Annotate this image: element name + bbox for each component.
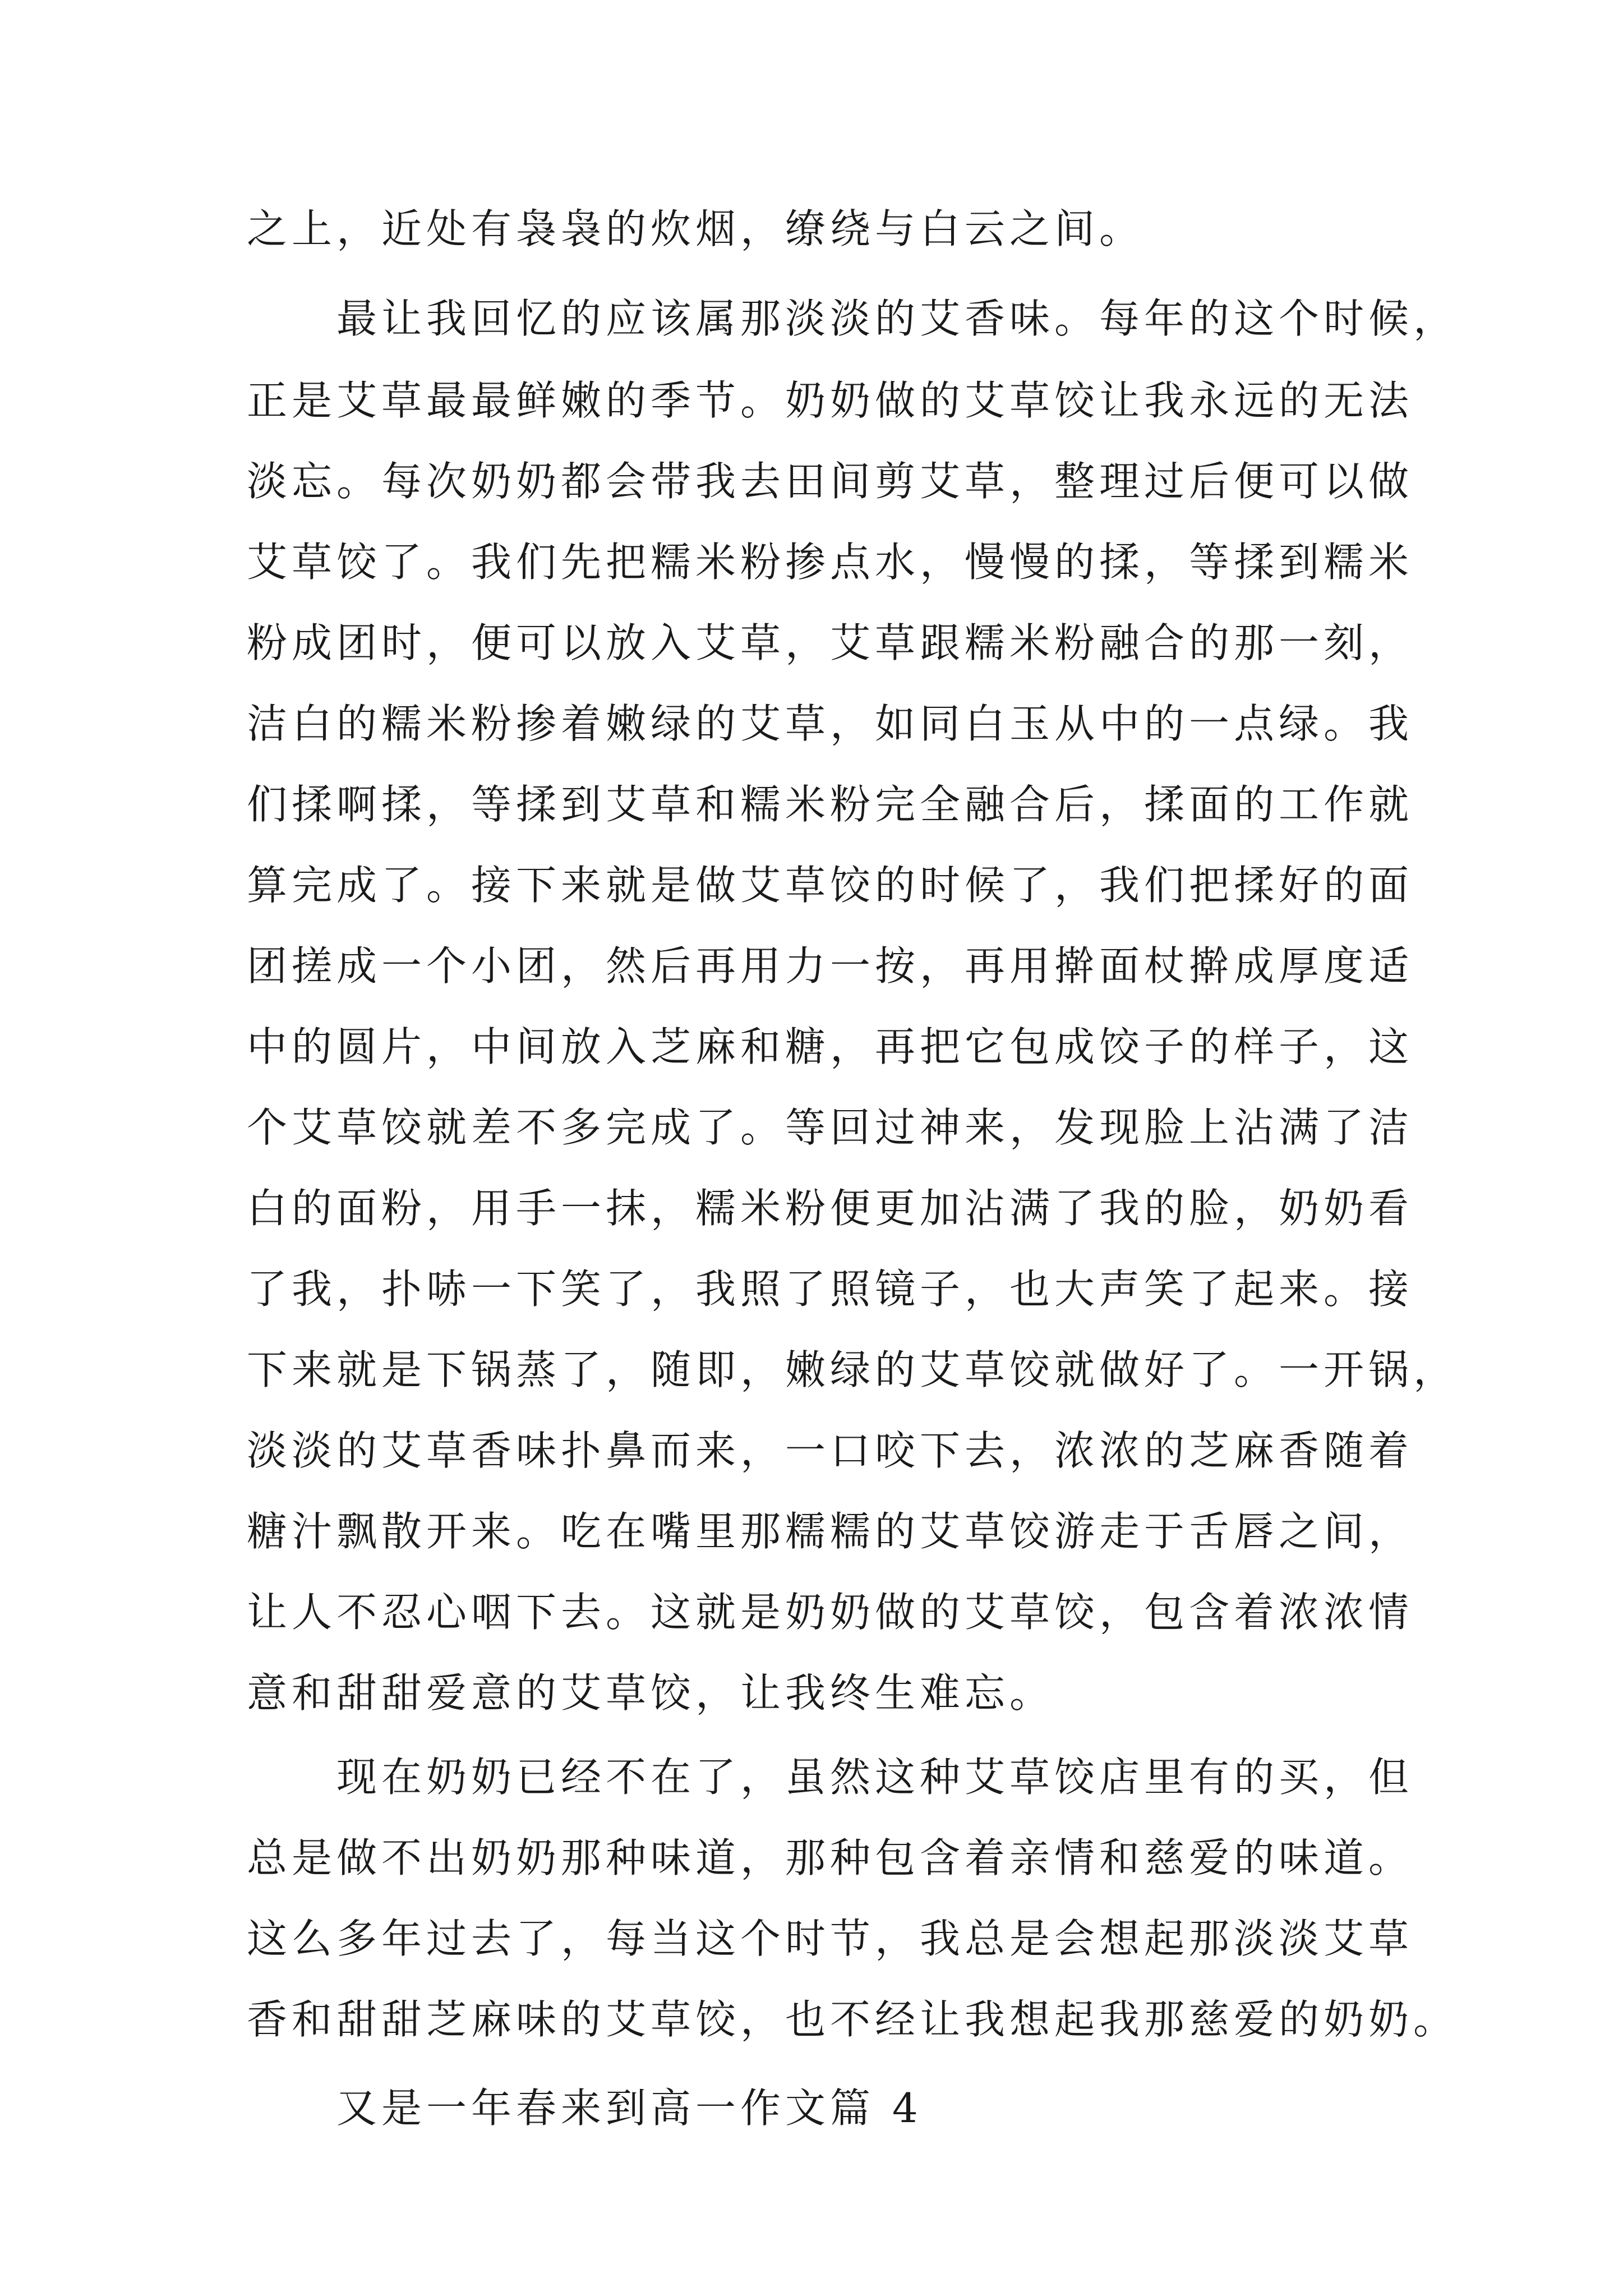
text-line: 之上，近处有袅袅的炊烟，缭绕与白云之间。	[247, 205, 1145, 252]
text-line: 白的面粉，用手一抹，糯米粉便更加沾满了我的脸，奶奶看	[247, 1185, 1414, 1232]
section-heading: 又是一年春来到高一作文篇 4	[336, 2085, 923, 2132]
text-line: 总是做不出奶奶那种味道，那种包含着亲情和慈爱的味道。	[247, 1834, 1414, 1881]
text-line: 中的圆片，中间放入芝麻和糖，再把它包成饺子的样子，这	[247, 1023, 1414, 1070]
paragraph-first-line: 现在奶奶已经不在了，虽然这种艾草饺店里有的买，但	[336, 1754, 1414, 1801]
text-line: 粉成团时，便可以放入艾草，艾草跟糯米粉融合的那一刻，	[247, 619, 1414, 666]
text-line: 糖汁飘散开来。吃在嘴里那糯糯的艾草饺游走于舌唇之间，	[247, 1508, 1414, 1555]
text-line: 算完成了。接下来就是做艾草饺的时候了，我们把揉好的面	[247, 862, 1414, 909]
text-line: 们揉啊揉，等揉到艾草和糯米粉完全融合后，揉面的工作就	[247, 781, 1414, 828]
text-line: 团搓成一个小团，然后再用力一按，再用擀面杖擀成厚度适	[247, 942, 1414, 990]
text-line: 淡忘。每次奶奶都会带我去田间剪艾草，整理过后便可以做	[247, 458, 1414, 505]
text-line: 意和甜甜爱意的艾草饺，让我终生难忘。	[247, 1669, 1055, 1717]
text-line: 个艾草饺就差不多完成了。等回过神来，发现脸上沾满了洁	[247, 1104, 1414, 1151]
text-line: 艾草饺了。我们先把糯米粉掺点水，慢慢的揉，等揉到糯米	[247, 539, 1414, 586]
text-line: 淡淡的艾草香味扑鼻而来，一口咬下去，浓浓的芝麻香随着	[247, 1427, 1414, 1474]
text-line: 香和甜甜芝麻味的艾草饺，也不经让我想起我那慈爱的奶奶。	[247, 1996, 1459, 2043]
paragraph-first-line: 最让我回忆的应该属那淡淡的艾香味。每年的这个时候，	[336, 295, 1459, 342]
text-line: 洁白的糯米粉掺着嫩绿的艾草，如同白玉从中的一点绿。我	[247, 700, 1414, 747]
text-line: 下来就是下锅蒸了，随即，嫩绿的艾草饺就做好了。一开锅，	[247, 1346, 1459, 1393]
text-line: 了我，扑哧一下笑了，我照了照镜子，也大声笑了起来。接	[247, 1266, 1414, 1313]
text-line: 正是艾草最最鲜嫩的季节。奶奶做的艾草饺让我永远的无法	[247, 377, 1414, 424]
text-line: 这么多年过去了，每当这个时节，我总是会想起那淡淡艾草	[247, 1915, 1414, 1962]
text-line: 让人不忍心咽下去。这就是奶奶做的艾草饺，包含着浓浓情	[247, 1589, 1414, 1636]
